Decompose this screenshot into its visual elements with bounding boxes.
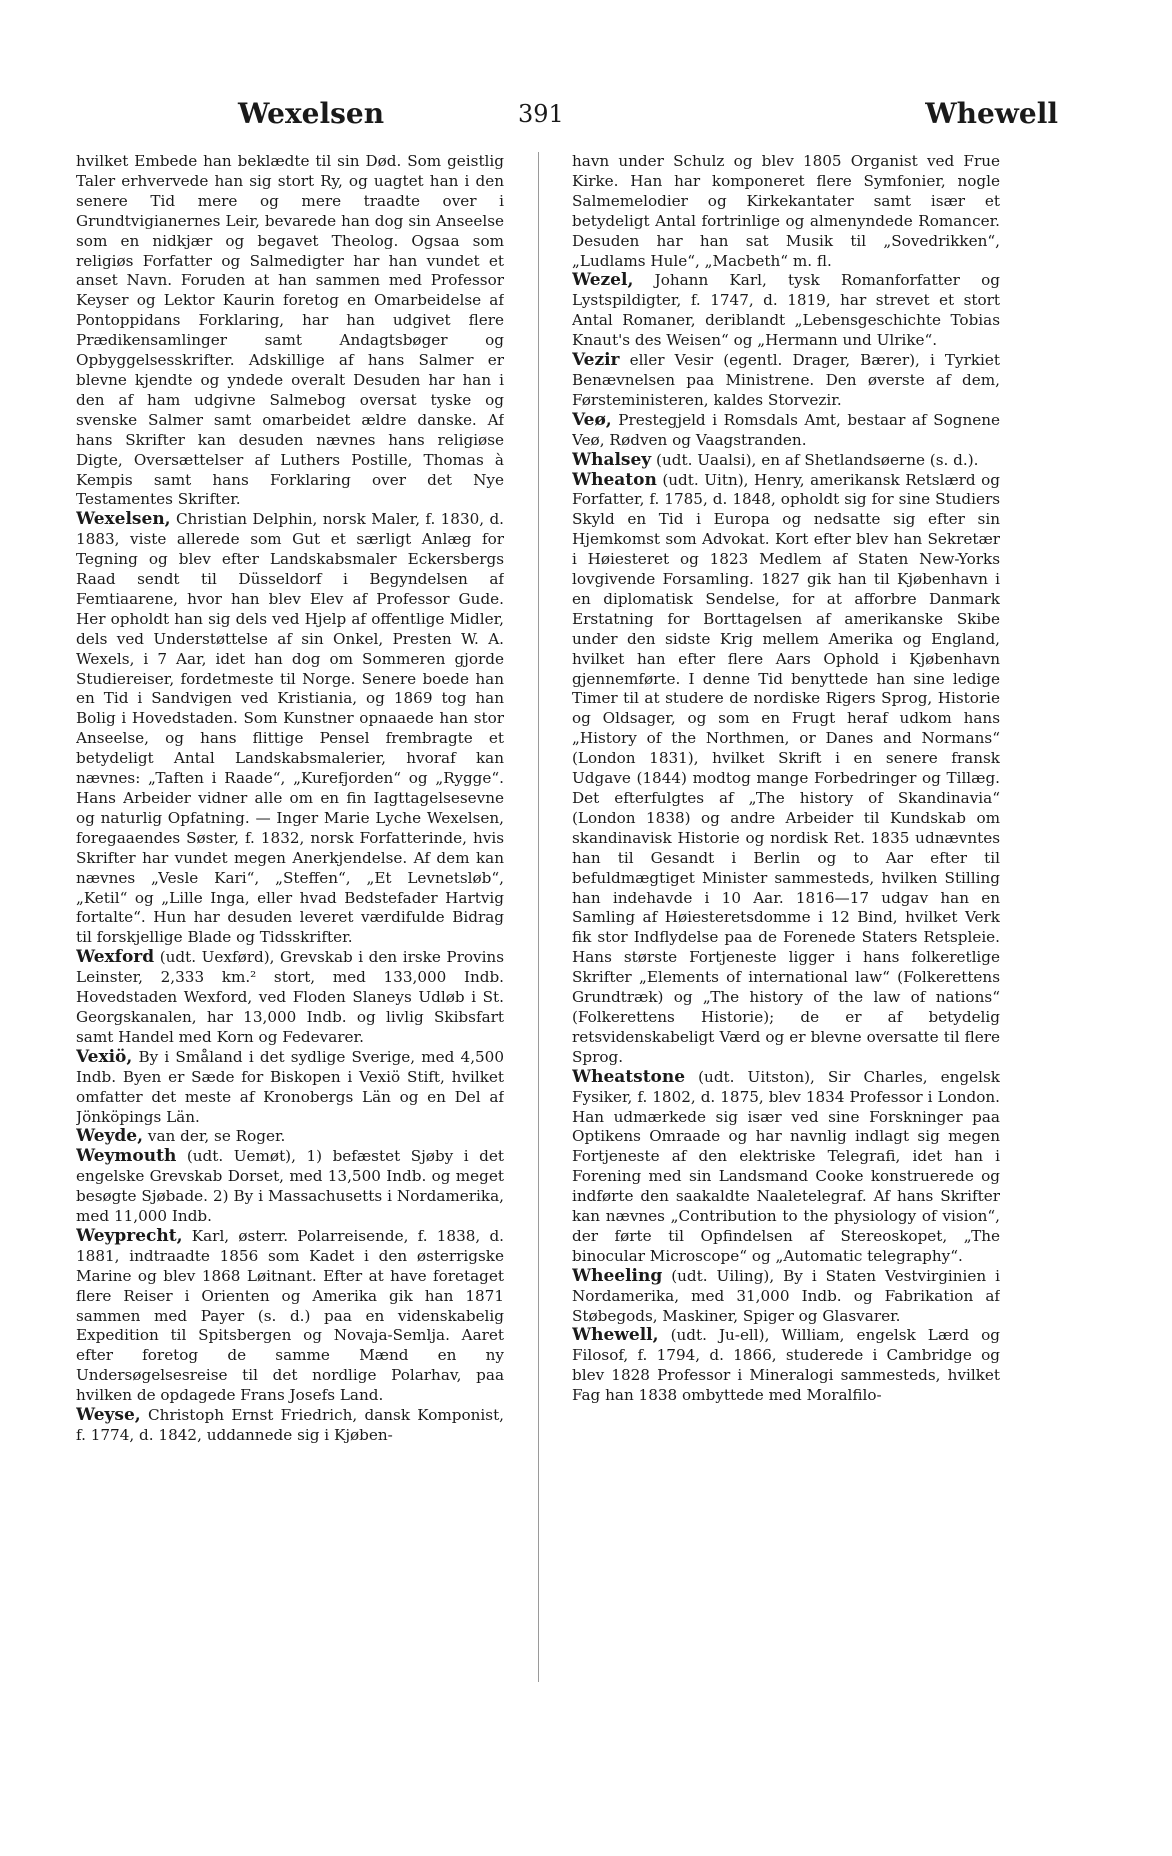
entry [572,451,1000,471]
entry-headword: Wheaton [572,469,657,490]
entry [76,1227,504,1406]
entry-text: hvilket Embede han beklædte til sin Død. Som geistlig Taler erhvervede han sig stort Ry, og uagtet han i den senere Tid mere og mere traadte over i Grundtvigianernes Leir, bevarede han dog sin Anseelse som en nidkjær og begavet Theolog. Ogsaa som religiøs Forfatter og Salmedigter har han vundet et anset Navn. Foruden at han sammen med Professor Keyser og Lektor Kaurin foretog en Omarbeidelse af Pontoppidans Forklaring, har han udgivet flere Prædikensamlinger samt Andagtsbøger og Opbyggelsesskrifter. Adskillige af hans Salmer er blevne kjendte og yndede overalt Desuden har han i den af ham udgivne Salmebog oversat tyske og svenske Salmer samt omarbeidet ældre danske. Af hans Skrifter kan desuden nævnes hans religiøse Digte, Oversættelser af Luthers Postille, Thomas à Kempis samt hans Forklaring over det Nye Testamentes Skrifter. [76,152,504,509]
page-number: 391 [518,100,564,128]
entry [76,1127,504,1147]
entry-text: (udt. Uiling), By i Staten Vestvirginien i Nordamerika, med 31,000 Indb. og Fabrikation af Støbegods, Maskiner, Spiger og Glasvarer. [572,1266,1000,1325]
entry [76,1406,504,1446]
entry-text: (udt. Uaalsi), en af Shetlandsøerne (s. d.). [656,450,979,469]
right-column [572,152,1000,1832]
entry-text: Christoph Ernst Friedrich, dansk Komponist, f. 1774, d. 1842, uddannede sig i Kjøben- [76,1406,504,1444]
entry-headword: Whalsey [572,449,652,470]
entry-headword: Wheeling [572,1265,663,1286]
entry [76,1147,504,1227]
entry-text: Johann Karl, tysk Romanforfatter og Lystspildigter, f. 1747, d. 1819, har strevet et stort Antal Romaner, deriblandt „Lebensgeschichte Tobias Knaut's des Weisen“ og „Hermann und Ulrike“. [572,271,1000,350]
header-left-word: Wexelsen [238,97,385,130]
entry [76,948,504,1048]
entry-headword: Weyde, [76,1126,144,1147]
entry [572,152,1000,271]
entry-headword: Weymouth [76,1146,177,1167]
column-divider [538,152,539,1682]
entry [572,411,1000,451]
entry [76,510,504,948]
entry [76,152,504,510]
left-column [76,152,504,1832]
entry [572,1267,1000,1327]
entry-text: Prestegjeld i Romsdals Amt, bestaar af Sognene Veø, Rødven og Vaagstranden. [572,410,1000,449]
entry-headword: Vexiö, [76,1046,133,1067]
entry [572,271,1000,351]
entry-text: (udt. Uemøt), 1) befæstet Sjøby i det engelske Grevskab Dorset, med 13,500 Indb. og meget besøgte Sjøbade. 2) By i Massachusetts i Nordamerika, med 11,000 Indb. [76,1147,504,1226]
entry-text: (udt. Uitston), Sir Charles, engelsk Fysiker, f. 1802, d. 1875, blev 1834 Professor i London. Han udmærkede sig især ved sine Forskninger paa Optikens Omraade og har navnlig indlagt sig megen Fortjeneste af den elektriske Telegrafi, idet han i Forening med sin Landsmand Cooke konstruerede og indførte den saakaldte Naaletelegraf. Af hans Skrifter kan nævnes „Contribution to the physiology of vision“, der førte til Opfindelsen af Stereoskopet, „The binocular Microscope“ og „Automatic telegraphy“. [572,1067,1000,1265]
entry-text: van der, se Roger. [147,1127,286,1146]
entry [572,351,1000,411]
entry [572,471,1000,1068]
entry-text: (udt. Uitn), Henry, amerikansk Retslærd og Forfatter, f. 1785, d. 1848, opholdt sig for sine Studiers Skyld en Tid i Europa og nedsatte sig efter sin Hjemkomst som Advokat. Kort efter blev han Sekretær i Høiesteret og 1823 Medlem af Staten New-Yorks lovgivende Forsamling. 1827 gik han til Kjøbenhavn i en diplomatisk Sendelse, for at afforbre Danmark Erstatning for Borttagelsen af amerikanske Skibe under den sidste Krig mellem Amerika og England, hvilket han efter flere Aars Ophold i Kjøbenhavn gjennemførte. I denne Tid benyttede han sine ledige Timer til at studere de nordiske Rigers Sprog, Historie og Oldsager, og som en Frugt heraf udkom hans „History of the Northmen, or Danes and Normans“ (London 1831), hvilket Skrift i en senere fransk Udgave (1844) modtog mange Forbedringer og Tillæg. Det efterfulgtes af „The history of Skandinavia“ (London 1838) og andre Arbeider til Kundskab om skandinavisk Historie og nordisk Ret. 1835 udnævntes han til Gesandt i Berlin og to Aar efter til befuldmægtiget Minister sammesteds, hvilken Stilling han indehavde i 10 Aar. 1816—17 udgav han en Samling af Høiesteretsdomme i 12 Bind, hvilket Verk fik stor Indflydelse paa de Forenede Staters Retspleie. Hans største Fortjeneste ligger i hans folkeretlige Skrifter „Elements of international law“ (Folkerettens Grundtræk) og „The history of the law of nations“ (Folkerettens Historie); de er af betydelig retsvidenskabeligt Værd og er blevne oversatte til flere Sprog. [572,470,1000,1066]
entry-text: (udt. Ju-ell), William, engelsk Lærd og Filosof, f. 1794, d. 1866, studerede i Cambridge og blev 1828 Professor i Mineralogi sammesteds, hvilket Fag han 1838 ombyttede med Moralfilo- [572,1326,1000,1405]
entry [572,1068,1000,1267]
page-header [238,96,1058,136]
entry-text: (udt. Uexførd), Grevskab i den irske Provins Leinster, 2,333 km.² stort, med 133,000 Indb. Hovedstaden Wexford, ved Floden Slaneys Udløb i St. Georgskanalen, har 13,000 Indb. og livlig Skibsfart samt Handel med Korn og Fedevarer. [76,948,504,1046]
entry-headword: Vezir [572,350,620,371]
header-right-word: Whewell [925,97,1058,130]
entry-headword: Weyse, [76,1405,141,1426]
entry-headword: Wezel, [572,270,634,291]
entry-headword: Wexelsen, [76,509,171,530]
entry-text: Karl, østerr. Polarreisende, f. 1838, d. 1881, indtraadte 1856 som Kadet i den østerrigske Marine og blev 1868 Løitnant. Efter at have foretaget flere Reiser i Orienten og Amerika gik han 1871 sammen med Payer (s. d.) paa en videnskabelig Expedition til Spitsbergen og Novaja-Semlja. Aaret efter foretog de samme Mænd en ny Undersøgelsesreise til det nordlige Polarhav, paa hvilken de opdagede Frans Josefs Land. [76,1226,504,1405]
entry-headword: Wheatstone [572,1066,686,1087]
entry [572,1326,1000,1406]
entry-text: Christian Delphin, norsk Maler, f. 1830, d. 1883, viste allerede som Gut et særligt Anlæg for Tegning og blev efter Landskabsmaler Eckersbergs Raad sendt til Düsseldorf i Begyndelsen af Femtiaarene, hvor han blev Elev af Professor Gude. Her opholdt han sig dels ved Hjelp af offentlige Midler, dels ved Understøttelse af sin Onkel, Presten W. A. Wexels, i 7 Aar, idet han dog om Sommeren gjorde Studiereiser, fordetmeste til Norge. Senere boede han en Tid i Sandvigen ved Kristiania, og 1869 tog han Bolig i Hovedstaden. Som Kunstner opnaaede han stor Anseelse, og hans flittige Pensel frembragte et betydeligt Antal Landskabsmalerier, hvoraf kan nævnes: „Taften i Raade“, „Kurefjorden“ og „Rygge“. Hans Arbeider vidner alle om en fin Iagttagelsesevne og naturlig Opfatning. — Inger Marie Lyche Wexelsen, foregaaendes Søster, f. 1832, norsk Forfatterinde, hvis Skrifter har vundet megen Anerkjendelse. Af dem kan nævnes „Vesle Kari“, „Steffen“, „Et Levnetsløb“, „Ketil“ og „Lille Inga, eller hvad Bedstefader Hartvig fortalte“. Hun har desuden leveret værdifulde Bidrag til forskjellige Blade og Tidsskrifter. [76,510,504,947]
entry-text: eller Vesir (egentl. Drager, Bærer), i Tyrkiet Benævnelsen paa Ministrene. Den øverste af dem, Førsteministeren, kaldes Storvezir. [572,351,1000,409]
entry-headword: Weyprecht, [76,1225,183,1246]
entry-headword: Wexford [76,947,155,968]
entry-headword: Whewell, [572,1325,659,1346]
entry [76,1048,504,1128]
entry-text: havn under Schulz og blev 1805 Organist ved Frue Kirke. Han har komponeret flere Symfonier, nogle Salmemelodier og Kirkekantater samt især et betydeligt Antal fortrinlige og almenyndede Romancer. Desuden har han sat Musik til „Sovedrikken“, „Ludlams Hule“, „Macbeth“ m. fl. [572,152,1000,270]
entry-headword: Veø, [572,409,612,430]
entry-text: By i Småland i det sydlige Sverige, med 4,500 Indb. Byen er Sæde for Biskopen i Vexiö Stift, hvilket omfatter det meste af Kronobergs Län og en Del af Jönköpings Län. [76,1047,504,1126]
